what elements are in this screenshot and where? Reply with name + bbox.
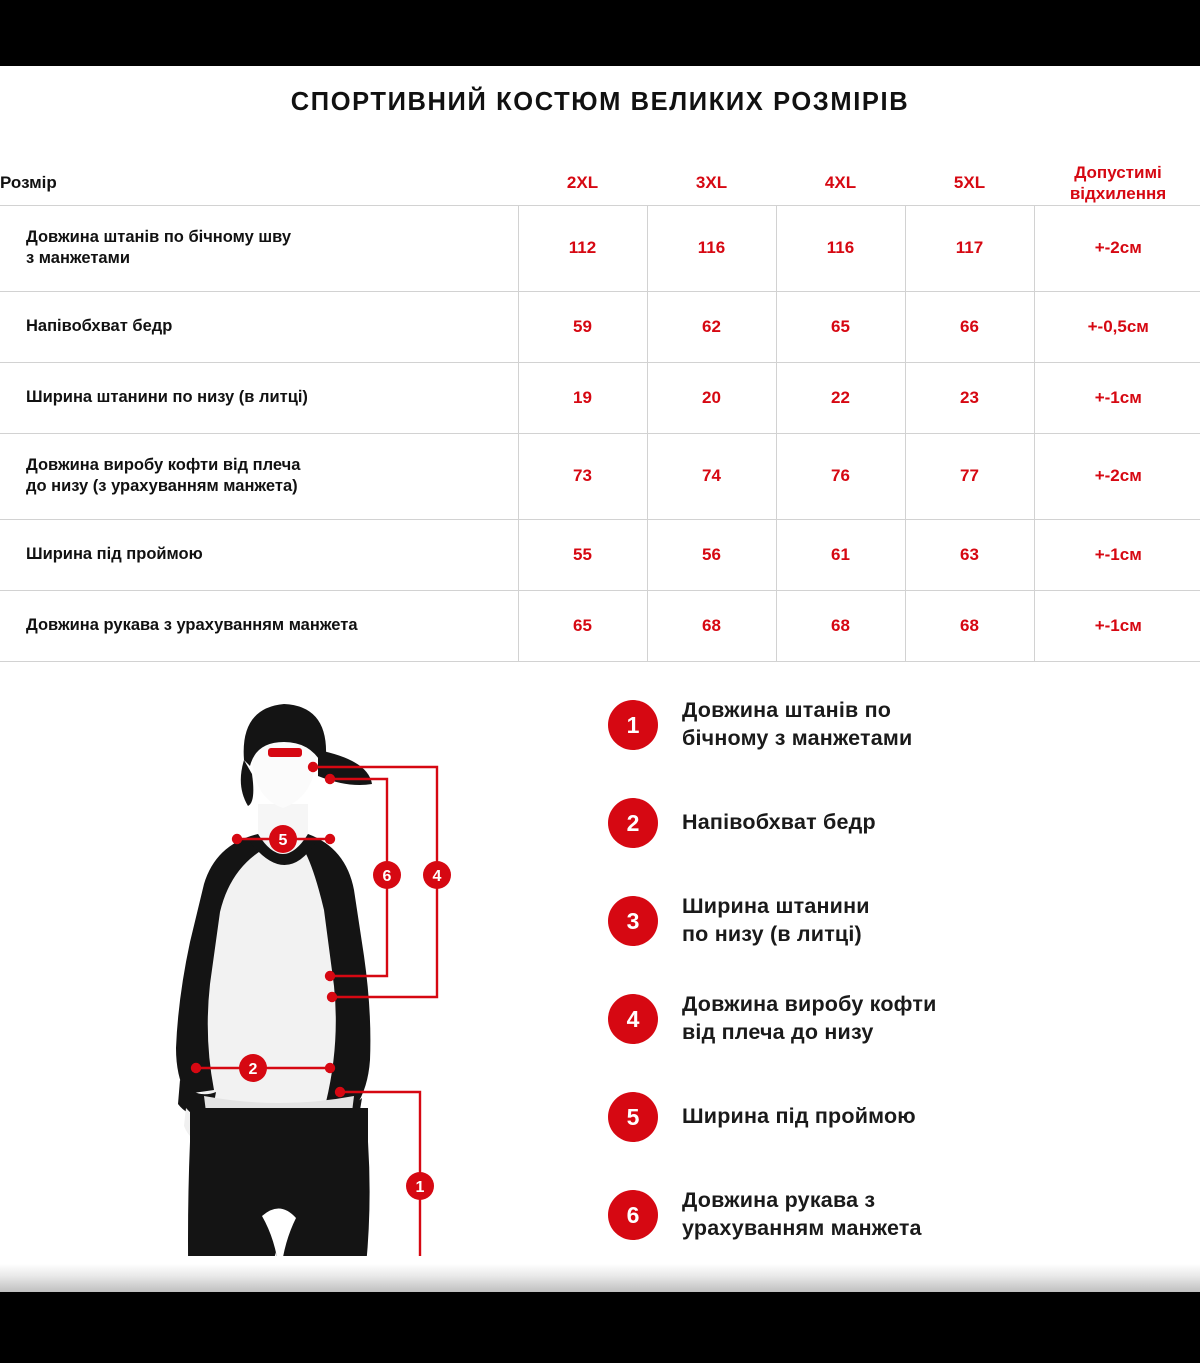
figure-marker-6-label: 6 [382, 868, 392, 885]
row-label: Ширина штанини по низу (в литці) [0, 362, 518, 433]
legend-text-6-line1: Довжина рукава з [682, 1188, 876, 1213]
legend-item-6 [608, 1166, 1148, 1264]
legend-text-4-line2: від плеча до низу [682, 1020, 874, 1044]
header-size-3xl: 3XL [695, 173, 728, 193]
row-deviation: +-2см [1034, 205, 1200, 291]
row-value-5xl: 23 [905, 362, 1034, 433]
figure-illustration [0, 656, 600, 1292]
table-row [0, 519, 1200, 590]
row-deviation: +-1см [1034, 519, 1200, 590]
ground-shadow [0, 1256, 1200, 1292]
figure-marker-4-label: 4 [432, 868, 442, 885]
figure-marker-5 [269, 825, 297, 853]
table-row [0, 291, 1200, 362]
row-value-3xl: 56 [647, 519, 776, 590]
header-size-4xl: 4XL [824, 173, 857, 193]
legend-text-6 [682, 1187, 922, 1242]
row-value-3xl: 62 [647, 291, 776, 362]
legend-text-1-line1: Довжина штанів по [682, 698, 892, 723]
header-deviation-line1: Допустимі [1074, 163, 1162, 182]
row-value-2xl: 19 [518, 362, 647, 433]
row-value-4xl: 61 [776, 519, 905, 590]
chart-sheet [0, 66, 1200, 1292]
row-value-2xl: 73 [518, 433, 647, 519]
header-deviation [1034, 162, 1200, 205]
top-black-bar [0, 0, 1200, 66]
header-row [0, 162, 1200, 205]
legend-text-5: Ширина під проймою [682, 1104, 916, 1129]
row-value-3xl: 68 [647, 590, 776, 661]
legend-item-2 [608, 774, 1148, 872]
legend-badge-5: 5 [608, 1092, 658, 1142]
row-label-line2: до низу (з урахуванням манжета) [26, 477, 298, 495]
legend-text-4-line1: Довжина виробу кофти [682, 992, 937, 1017]
row-value-3xl: 74 [647, 433, 776, 519]
size-table [0, 162, 1200, 662]
figure-marker-2 [239, 1054, 267, 1082]
legend-text-1-line2: бічному з манжетами [682, 726, 913, 750]
row-value-5xl: 77 [905, 433, 1034, 519]
row-value-2xl: 59 [518, 291, 647, 362]
row-label: Напівобхват бедр [0, 291, 518, 362]
row-value-5xl: 63 [905, 519, 1034, 590]
row-value-4xl: 68 [776, 590, 905, 661]
legend-text-3-line1: Ширина штанини [682, 894, 870, 919]
row-value-5xl: 117 [905, 205, 1034, 291]
row-value-2xl: 55 [518, 519, 647, 590]
row-label-line1: Довжина штанів по бічному шву [26, 227, 292, 246]
page-title: СПОРТИВНИЙ КОСТЮМ ВЕЛИКИХ РОЗМІРІВ [290, 88, 910, 116]
legend-text-3-line2: по низу (в литці) [682, 922, 862, 946]
legend-text-2: Напівобхват бедр [682, 810, 876, 835]
row-label: Ширина під проймою [0, 519, 518, 590]
legend-text-6-line2: урахуванням манжета [682, 1216, 922, 1240]
header-size-label: Розмір [0, 173, 57, 193]
row-deviation: +-2см [1034, 433, 1200, 519]
legend-list [608, 676, 1148, 1264]
legend-text-3 [682, 893, 870, 948]
row-value-3xl: 20 [647, 362, 776, 433]
bottom-black-bar [0, 1292, 1200, 1363]
row-value-3xl: 116 [647, 205, 776, 291]
legend-item-3 [608, 872, 1148, 970]
figure-marker-1 [406, 1172, 434, 1200]
figure-marker-4 [423, 861, 451, 889]
row-value-4xl: 76 [776, 433, 905, 519]
row-value-4xl: 22 [776, 362, 905, 433]
table-header [0, 162, 1200, 205]
table-row [0, 433, 1200, 519]
model-figure-svg [0, 656, 600, 1292]
legend-item-5 [608, 1068, 1148, 1166]
table-row [0, 590, 1200, 661]
legend-badge-3: 3 [608, 896, 658, 946]
header-deviation-line2: відхилення [1069, 184, 1167, 204]
row-value-5xl: 68 [905, 590, 1034, 661]
row-label-line1: Довжина виробу кофти від плеча [26, 455, 301, 474]
legend-badge-4: 4 [608, 994, 658, 1044]
row-label [0, 433, 518, 519]
row-label: Довжина рукава з урахуванням манжета [0, 590, 518, 661]
row-deviation: +-1см [1034, 590, 1200, 661]
header-size-5xl: 5XL [953, 173, 986, 193]
row-label-line2: з манжетами [26, 249, 130, 267]
size-table-container [0, 162, 1200, 662]
legend-text-1 [682, 697, 912, 752]
row-deviation: +-0,5см [1034, 291, 1200, 362]
legend-badge-2: 2 [608, 798, 658, 848]
legend-item-4 [608, 970, 1148, 1068]
row-value-4xl: 65 [776, 291, 905, 362]
legend-badge-1: 1 [608, 700, 658, 750]
table-body [0, 205, 1200, 661]
figure-marker-5-label: 5 [278, 832, 288, 849]
row-value-2xl: 65 [518, 590, 647, 661]
row-value-5xl: 66 [905, 291, 1034, 362]
row-value-2xl: 112 [518, 205, 647, 291]
legend-badge-6: 6 [608, 1190, 658, 1240]
legend-text-4 [682, 991, 937, 1046]
header-size-2xl: 2XL [566, 173, 599, 193]
figure-marker-6 [373, 861, 401, 889]
table-row [0, 205, 1200, 291]
row-label [0, 205, 518, 291]
figure-marker-1-label: 1 [415, 1179, 425, 1196]
row-deviation: +-1см [1034, 362, 1200, 433]
table-row [0, 362, 1200, 433]
row-value-4xl: 116 [776, 205, 905, 291]
legend-item-1 [608, 676, 1148, 774]
illustration-and-legend [0, 656, 1200, 1292]
figure-marker-2-label: 2 [248, 1061, 258, 1078]
